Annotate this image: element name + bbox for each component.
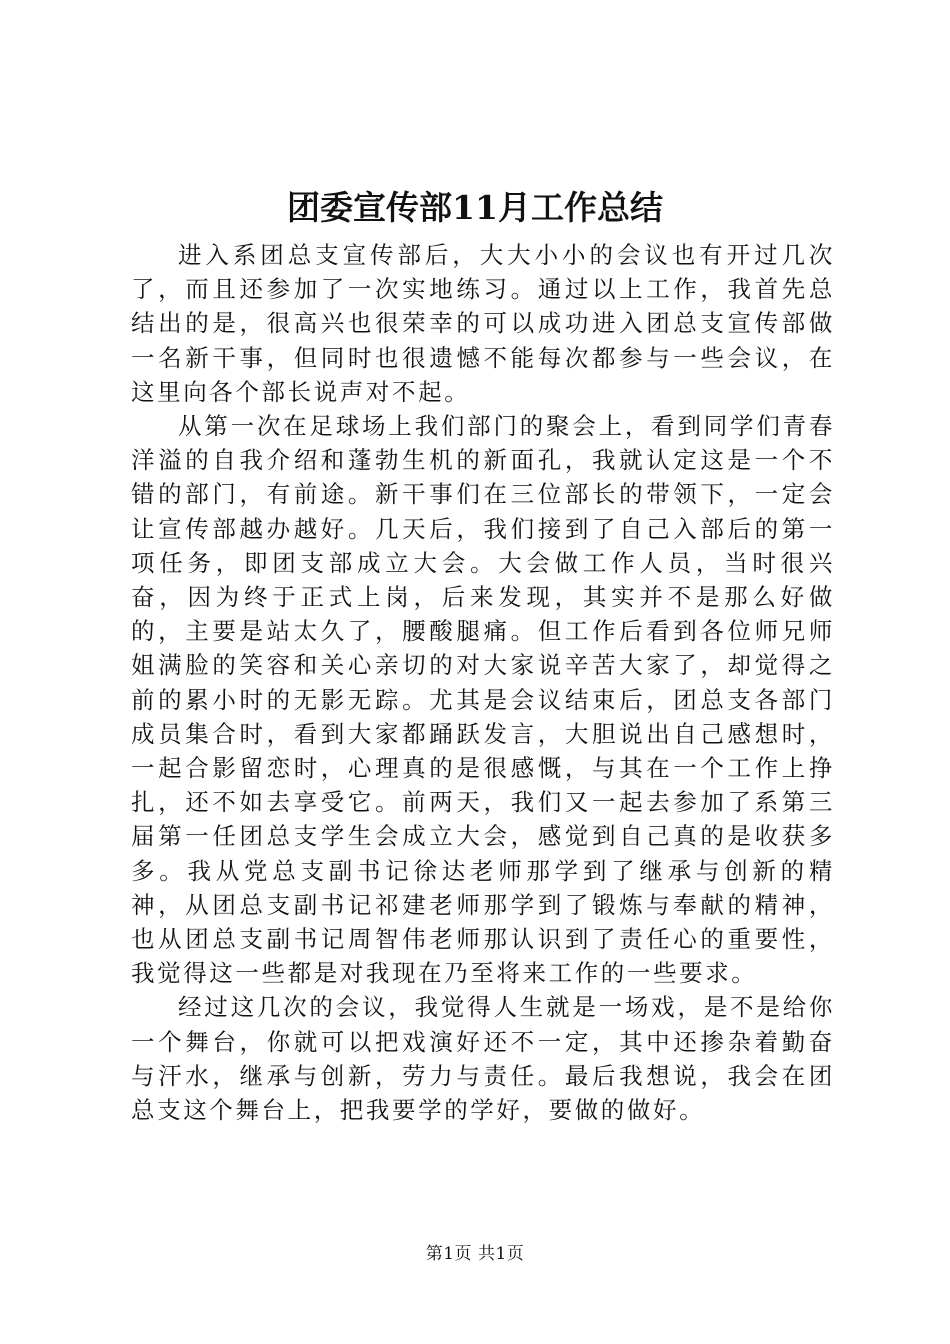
paragraph-3: 经过这几次的会议，我觉得人生就是一场戏，是不是给你一个舞台，你就可以把戏演好还不一定，其中还掺杂着勤奋与汗水，继承与创新，劳力与责任。最后我想说，我会在团总支这个舞台上，把我要学的学好，要做的做好。 [131, 993, 835, 1125]
document-title: 团委宣传部11月工作总结 [287, 188, 663, 227]
paragraph-1: 进入系团总支宣传部后，大大小小的会议也有开过几次了，而且还参加了一次实地练习。通过以上工作，我首先总结出的是，很高兴也很荣幸的可以成功进入团总支宣传部做一名新干事，但同时也很遗憾不能每次都参与一些会议，在这里向各个部长说声对不起。 [131, 241, 835, 406]
paragraph-2: 从第一次在足球场上我们部门的聚会上，看到同学们青春洋溢的自我介绍和蓬勃生机的新面孔，我就认定这是一个不错的部门，有前途。新干事们在三位部长的带领下，一定会让宣传部越办越好。几天后，我们接到了自己入部后的第一项任务，即团支部成立大会。大会做工作人员，当时很兴奋，因为终于正式上岗，后来发现，其实并不是那么好做的，主要是站太久了，腰酸腿痛。但工作后看到各位师兄师姐满脸的笑容和关心亲切的对大家说辛苦大家了，却觉得之前的累小时的无影无踪。尤其是会议结束后，团总支各部门成员集合时，看到大家都踊跃发言，大胆说出自己感想时，一起合影留恋时，心理真的是很感慨，与其在一个工作上挣扎，还不如去享受它。前两天，我们又一起去参加了系第三届第一任团总支学生会成立大会，感觉到自己真的是收获多多。我从党总支副书记徐达老师那学到了继承与创新的精神，从团总支副书记祁建老师那学到了锻炼与奉献的精神，也从团总支副书记周智伟老师那认识到了责任心的重要性，我觉得这一些都是对我现在乃至将来工作的一些要求。 [131, 412, 835, 988]
document-body [131, 238, 835, 1127]
page-footer: 第1页 共1页 [425, 1244, 525, 1264]
